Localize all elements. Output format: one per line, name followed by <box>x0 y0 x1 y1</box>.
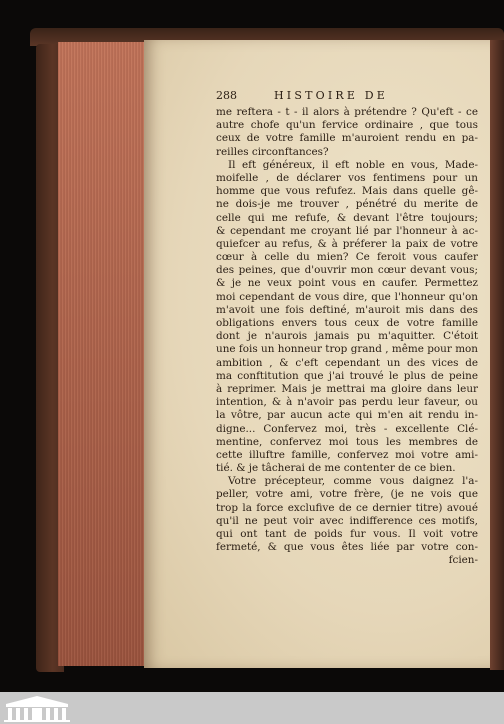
book-cover-right <box>490 40 504 670</box>
text-line: me reftera - t - il alors à prétendre ? Qu'eft - ce <box>216 106 478 118</box>
text-line: moifelle , de déclarer vos fentimens pour un <box>216 171 478 184</box>
text-line: fcien- <box>448 554 478 567</box>
text-line: des peines, que d'ouvrir mon cœur devant vous; <box>216 264 478 277</box>
text-line: reilles circonftances? <box>216 145 329 158</box>
footer-bar <box>0 692 504 724</box>
text-line: autre chofe qu'un fervice ordinaire , que tous <box>216 119 478 132</box>
text-line: ne dois-je me trouver , pénétré du merite de <box>216 198 478 211</box>
text-line: qu'il ne peut voir avec indifference ces motifs, <box>216 514 478 527</box>
text-line: peller, votre ami, votre frère, (je ne vois que <box>216 488 478 501</box>
text-line: à reprimer. Mais je mettrai ma gloire dans leur <box>216 382 478 395</box>
text-line: m'avoit une fois deftiné, m'auroit mis dans des <box>216 303 478 316</box>
text-line: & cependant me croyant lié par l'honneur à ac- <box>216 224 478 237</box>
text-line: digne... Confervez moi, très - excellente Clé- <box>216 422 478 435</box>
text-line: mentine, confervez moi tous les membres de <box>216 435 478 448</box>
text-line: moi cependant de vous dire, que l'honneur qu'on <box>216 290 478 303</box>
text-line: ceux de votre famille m'auroient rendu en pa- <box>216 132 478 145</box>
text-line: obligations envers tous ceux de votre famille <box>216 317 478 329</box>
text-line: une fois un honneur trop grand , même pour mon <box>216 343 478 356</box>
text-line: Votre précepteur, comme vous daignez l'a- <box>228 475 478 488</box>
text-line: quiefcer au refus, & à préferer la paix de votre <box>216 237 478 250</box>
text-line: la vôtre, par aucun acte qui m'en ait rendu in- <box>216 409 478 422</box>
text-line: tié. & je tâcherai de me contenter de ce bien. <box>216 462 456 475</box>
page-text <box>216 106 478 568</box>
text-line: cette illuftre famille, confervez moi votre ami- <box>216 448 478 461</box>
text-line: homme que vous refufez. Mais dans quelle gê- <box>216 185 478 198</box>
text-line: ambition , & c'eft cependant un des vices de <box>216 356 478 369</box>
text-line: qui ont tant de poids fur vous. Il voit votre <box>216 528 478 540</box>
text-line: ma conftitution que j'ai trouvé le plus de peine <box>216 369 478 382</box>
text-line: Il eft généreux, il eft noble en vous, Made- <box>228 158 478 171</box>
running-title: HISTOIRE DE <box>274 89 389 102</box>
text-line: trop la force exclufive de ce dernier titre) avoué <box>216 501 478 514</box>
text-line: intention, & à n'avoir pas perdu leur faveur, ou <box>216 396 478 409</box>
text-line: fermeté, & que vous êtes liée par votre con- <box>216 541 478 554</box>
text-line: celle qui me refufe, & devant l'être toujours; <box>216 211 478 224</box>
text-line: cœur à celle du mien? Ce feroit vous caufer <box>216 251 478 264</box>
running-header <box>216 89 478 103</box>
library-building-logo <box>2 694 72 722</box>
page-number: 288 <box>216 89 237 102</box>
text-line: & je ne veux point vous en caufer. Permettez <box>216 277 478 290</box>
text-line: dont je n'aurois jamais pu m'aquitter. C'étoit <box>216 330 478 343</box>
page-edges <box>58 42 146 666</box>
